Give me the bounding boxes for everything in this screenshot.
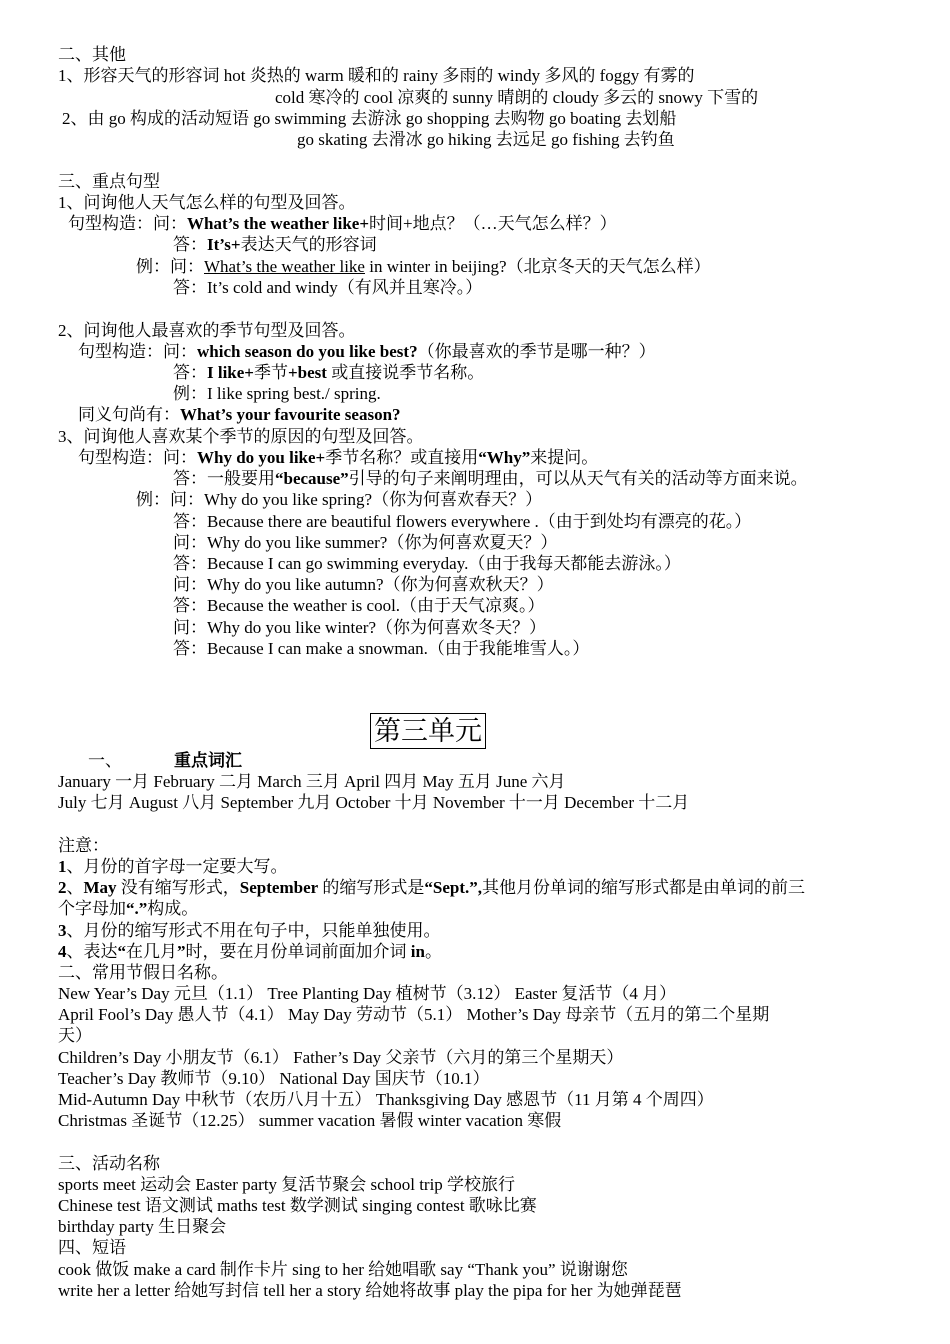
phrase-line: write her a letter 给她写封信 tell her a story 给她将故事 play the pipa for her 为她弹琵琶 — [58, 1281, 682, 1300]
holiday-line: April Fool’s Day 愚人节（4.1） May Day 劳动节（5.1） Mother’s Day 母亲节（五月的第二个星期 — [58, 1005, 770, 1024]
activities-heading: 三、活动名称 — [58, 1154, 160, 1173]
note-1: 1、月份的首字母一定要大写。 — [58, 857, 288, 876]
pattern2-structure: 句型构造：问：which season do you like best?（你最喜欢的季节是哪一种？） — [78, 342, 656, 361]
pattern2-title: 2、问询他人最喜欢的季节句型及回答。 — [58, 321, 356, 340]
pattern1-example-question: 例：问：What’s the weather like in winter in beijing?（北京冬天的天气怎么样） — [136, 257, 711, 276]
holiday-line: Teacher’s Day 教师节（9.10） National Day 国庆节（10.1） — [58, 1069, 490, 1088]
pattern2-example: 例：I like spring best./ spring. — [173, 384, 381, 403]
note-3: 3、月份的缩写形式不用在句子中，只能单独使用。 — [58, 921, 441, 940]
note-heading: 注意： — [58, 836, 109, 855]
holiday-line: New Year’s Day 元旦（1.1） Tree Planting Day 植树节（3.12） Easter 复活节（4 月） — [58, 984, 677, 1003]
pattern3-example-line: 答：Because the weather is cool.（由于天气凉爽。） — [173, 596, 545, 615]
months-row1: January 一月 February 二月 March 三月 April 四月 May 五月 June 六月 — [58, 772, 566, 791]
pattern3-title: 3、问询他人喜欢某个季节的原因的句型及回答。 — [58, 427, 424, 446]
pattern3-answer: 答：一般要用“because”引导的句子来阐明理由，可以从天气有关的活动等方面来说。 — [173, 469, 808, 488]
pattern2-answer: 答：I like+季节+best 或直接说季节名称。 — [173, 363, 485, 382]
weather-adjectives-line2: cold 寒冷的 cool 凉爽的 sunny 晴朗的 cloudy 多云的 snowy 下雪的 — [275, 88, 759, 107]
holiday-line: 天） — [58, 1026, 92, 1045]
months-row2: July 七月 August 八月 September 九月 October 十月 November 十一月 December 十二月 — [58, 793, 690, 812]
pattern3-example-line: 答：Because I can go swimming everyday.（由于我每天都能去游泳。） — [173, 554, 681, 573]
pattern1-answer: 答：It’s+表达天气的形容词 — [173, 235, 377, 254]
pattern3-example-line: 问：Why do you like summer?（你为何喜欢夏天？） — [173, 533, 558, 552]
go-phrases-line2: go skating 去滑冰 go hiking 去远足 go fishing 去钓鱼 — [297, 130, 675, 149]
pattern3-example-line: 例：问：Why do you like spring?（你为何喜欢春天？） — [136, 490, 543, 509]
pattern1-example-answer: 答：It’s cold and windy（有风并且寒冷。） — [173, 278, 483, 297]
unit-title: 第三单元 — [370, 713, 486, 749]
holiday-line: Children’s Day 小朋友节（6.1） Father’s Day 父亲节（六月的第三个星期天） — [58, 1048, 624, 1067]
holiday-line: Christmas 圣诞节（12.25） summer vacation 暑假 winter vacation 寒假 — [58, 1111, 562, 1130]
pattern3-example-line: 答：Because there are beautiful flowers everywhere .（由于到处均有漂亮的花。） — [173, 512, 752, 531]
phrases-heading: 四、短语 — [58, 1238, 126, 1257]
note-4: 4、表达“在几月”时，要在月份单词前面加介词 in。 — [58, 942, 442, 961]
pattern3-structure: 句型构造：问：Why do you like+季节名称？或直接用“Why”来提问。 — [78, 448, 599, 467]
note-2: 2、May 没有缩写形式，September 的缩写形式是“Sept.”,其他月份单词的缩写形式都是由单词的前三 — [58, 878, 806, 897]
pattern3-example-line: 答：Because I can make a snowman.（由于我能堆雪人。） — [173, 639, 590, 658]
section-heading-sentence-patterns: 三、重点句型 — [58, 172, 160, 191]
holidays-heading: 二、常用节假日名称。 — [58, 963, 228, 982]
pattern3-example-line: 问：Why do you like autumn?（你为何喜欢秋天？） — [173, 575, 554, 594]
section-heading-other: 二、其他 — [58, 45, 126, 64]
holiday-line: Mid-Autumn Day 中秋节（农历八月十五） Thanksgiving Day 感恩节（11 月第 4 个周四） — [58, 1090, 714, 1109]
weather-adjectives-line1: 1、形容天气的形容词 hot 炎热的 warm 暖和的 rainy 多雨的 windy 多风的 foggy 有雾的 — [58, 66, 695, 85]
phrase-line: cook 做饭 make a card 制作卡片 sing to her 给她唱歌 say “Thank you” 说谢谢您 — [58, 1260, 628, 1279]
activity-line: Chinese test 语文测试 maths test 数学测试 singing contest 歌咏比赛 — [58, 1196, 537, 1215]
activity-line: birthday party 生日聚会 — [58, 1217, 227, 1236]
go-phrases-line1: 2、由 go 构成的活动短语 go swimming 去游泳 go shopping 去购物 go boating 去划船 — [62, 109, 677, 128]
pattern1-structure: 句型构造：问：What’s the weather like+时间+地点？（…天气怎么样？） — [68, 214, 617, 233]
pattern3-example-line: 问：Why do you like winter?（你为何喜欢冬天？） — [173, 618, 547, 637]
activity-line: sports meet 运动会 Easter party 复活节聚会 school trip 学校旅行 — [58, 1175, 516, 1194]
vocab-heading: 一、 重点词汇 — [88, 751, 242, 770]
note-2-continued: 个字母加“.”构成。 — [58, 899, 199, 918]
pattern2-synonym: 同义句尚有：What’s your favourite season? — [78, 405, 401, 424]
pattern1-title: 1、问询他人天气怎么样的句型及回答。 — [58, 193, 356, 212]
